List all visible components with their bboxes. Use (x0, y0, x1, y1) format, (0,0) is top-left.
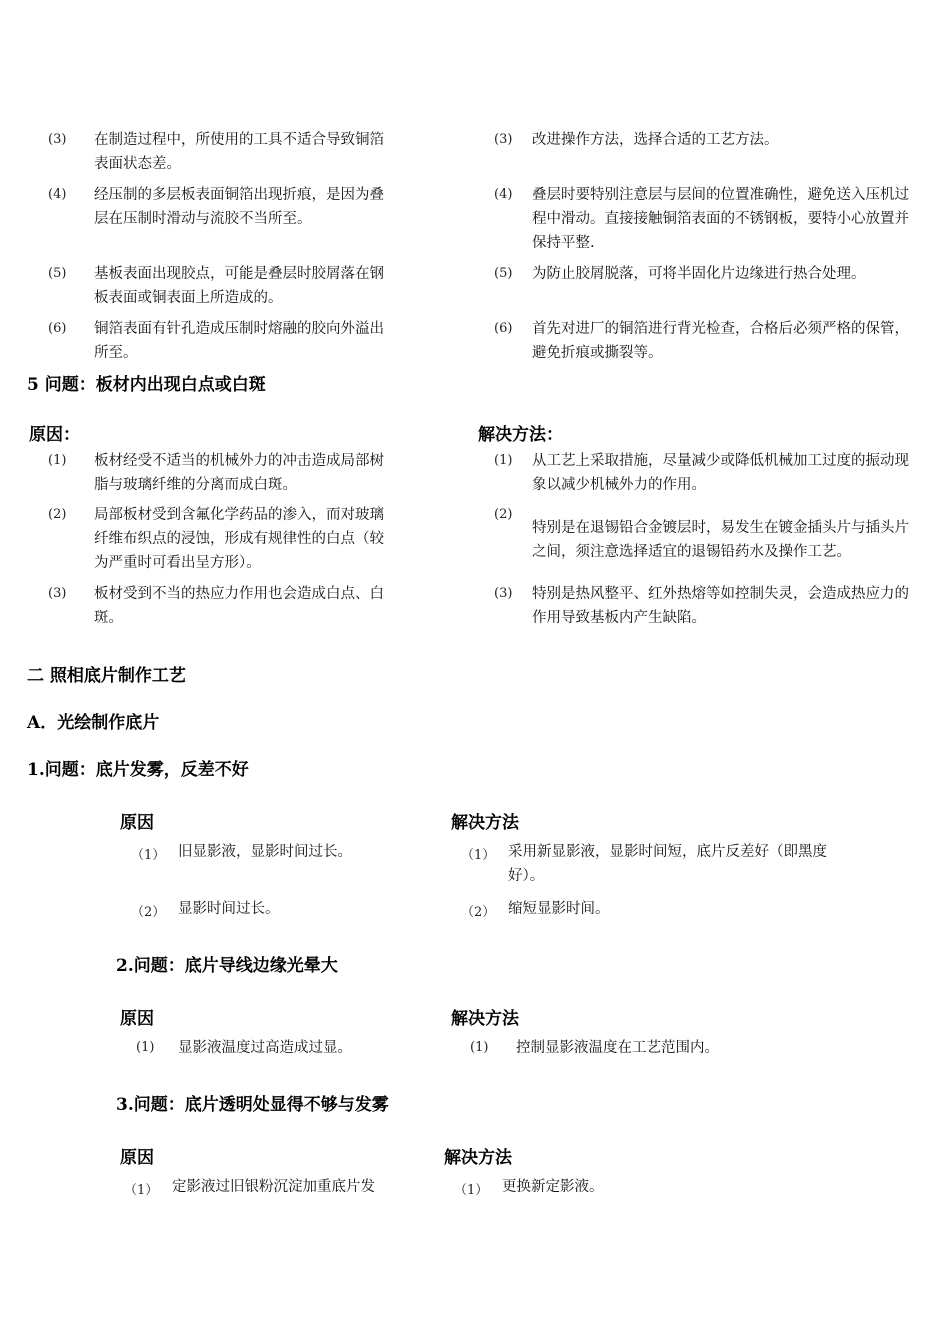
list-number: (2) (48, 507, 67, 522)
list-number: (6) (48, 321, 67, 336)
list-item-text: 控制显影液温度在工艺范围内。 (516, 1040, 719, 1056)
list-number: （1） (131, 848, 166, 863)
list-item-text: 缩短显影时间。 (508, 901, 610, 917)
list-item-text: 经压制的多层板表面铜箔出现折痕，是因为叠层在压制时滑动与流胶不当所至。 (94, 187, 384, 227)
cause-label: 原因 (120, 1009, 154, 1029)
list-number: （1） (454, 1183, 489, 1198)
list-number: (5) (48, 266, 67, 281)
solution-label: 解决方法： (478, 425, 563, 445)
list-item-text: 定影液过旧银粉沉淀加重底片发 (172, 1179, 375, 1195)
list-item-text: 为防止胶屑脱落，可将半固化片边缘进行热合处理。 (532, 266, 866, 282)
list-item-text: 板材经受不适当的机械外力的冲击造成局部树脂与玻璃纤维的分离而成白斑。 (94, 453, 384, 493)
list-number: (3) (494, 132, 513, 147)
problem-3-title: 3.问题：底片透明处显得不够与发雾 (116, 1095, 389, 1115)
list-number: (1) (494, 453, 513, 468)
list-number: (2) (494, 507, 513, 522)
list-number: (6) (494, 321, 513, 336)
solution-label: 解决方法 (451, 1009, 519, 1029)
list-item-text: 更换新定影液。 (502, 1179, 604, 1195)
solution-label: 解决方法 (444, 1148, 512, 1168)
list-item-text: 采用新显影液，显影时间短，底片反差好（即黑度好）。 (508, 844, 827, 884)
problem-5-title: 5 问题：板材内出现白点或白斑 (27, 375, 266, 395)
list-number: (3) (48, 586, 67, 601)
section-title: 二 照相底片制作工艺 (27, 666, 186, 686)
list-item-text: 在制造过程中，所使用的工具不适合导致铜箔表面状态差。 (94, 132, 384, 172)
list-number: (4) (48, 187, 67, 202)
list-item-text: 旧显影液，显影时间过长。 (178, 844, 352, 860)
list-number: (4) (494, 187, 513, 202)
solution-label: 解决方法 (451, 813, 519, 833)
list-number: (5) (494, 266, 513, 281)
list-number: （2） (131, 905, 166, 920)
problem-1-title: 1.问题：底片发雾，反差不好 (27, 760, 249, 780)
list-number: （1） (124, 1183, 159, 1198)
list-number: (3) (494, 586, 513, 601)
cause-label: 原因 (120, 1148, 154, 1168)
list-item-text: 基板表面出现胶点，可能是叠层时胶屑落在钢板表面或铜表面上所造成的。 (94, 266, 384, 306)
list-item-text: 局部板材受到含氟化学药品的渗入，而对玻璃纤维布织点的浸蚀，形成有规律性的白点（较为严重时可看出呈方形）。 (94, 507, 384, 571)
list-number: （2） (461, 905, 496, 920)
cause-label: 原因： (29, 425, 80, 445)
list-number: (1) (136, 1040, 155, 1055)
list-number: （1） (461, 848, 496, 863)
problem-2-title: 2.问题：底片导线边缘光晕大 (116, 956, 338, 976)
list-item-text: 显影液温度过高造成过显。 (178, 1040, 352, 1056)
list-number: (1) (48, 453, 67, 468)
list-item-text: 板材受到不当的热应力作用也会造成白点、白斑。 (94, 586, 384, 626)
list-number: (3) (48, 132, 67, 147)
list-item-text: 从工艺上采取措施，尽量减少或降低机械加工过度的振动现象以减少机械外力的作用。 (532, 453, 909, 493)
list-item-text: 特别是在退锡铅合金镀层时，易发生在镀金插头片与插头片之间，须注意选择适宜的退锡铅药水及操作工艺。 (532, 520, 909, 560)
list-number: (1) (470, 1040, 489, 1055)
list-item-text: 铜箔表面有针孔造成压制时熔融的胶向外溢出所至。 (94, 321, 384, 361)
list-item-text: 首先对进厂的铜箔进行背光检查，合格后必须严格的保管，避免折痕或撕裂等。 (532, 321, 909, 361)
list-item-text: 特别是热风整平、红外热熔等如控制失灵，会造成热应力的作用导致基板内产生缺陷。 (532, 586, 909, 626)
section-subtitle: A．光绘制作底片 (27, 713, 160, 733)
list-item-text: 叠层时要特别注意层与层间的位置准确性，避免送入压机过程中滑动。直接接触铜箔表面的不锈钢板，要特小心放置并保持平整. (532, 187, 909, 251)
cause-label: 原因 (120, 813, 154, 833)
list-item-text: 改进操作方法，选择合适的工艺方法。 (532, 132, 779, 148)
list-item-text: 显影时间过长。 (178, 901, 280, 917)
